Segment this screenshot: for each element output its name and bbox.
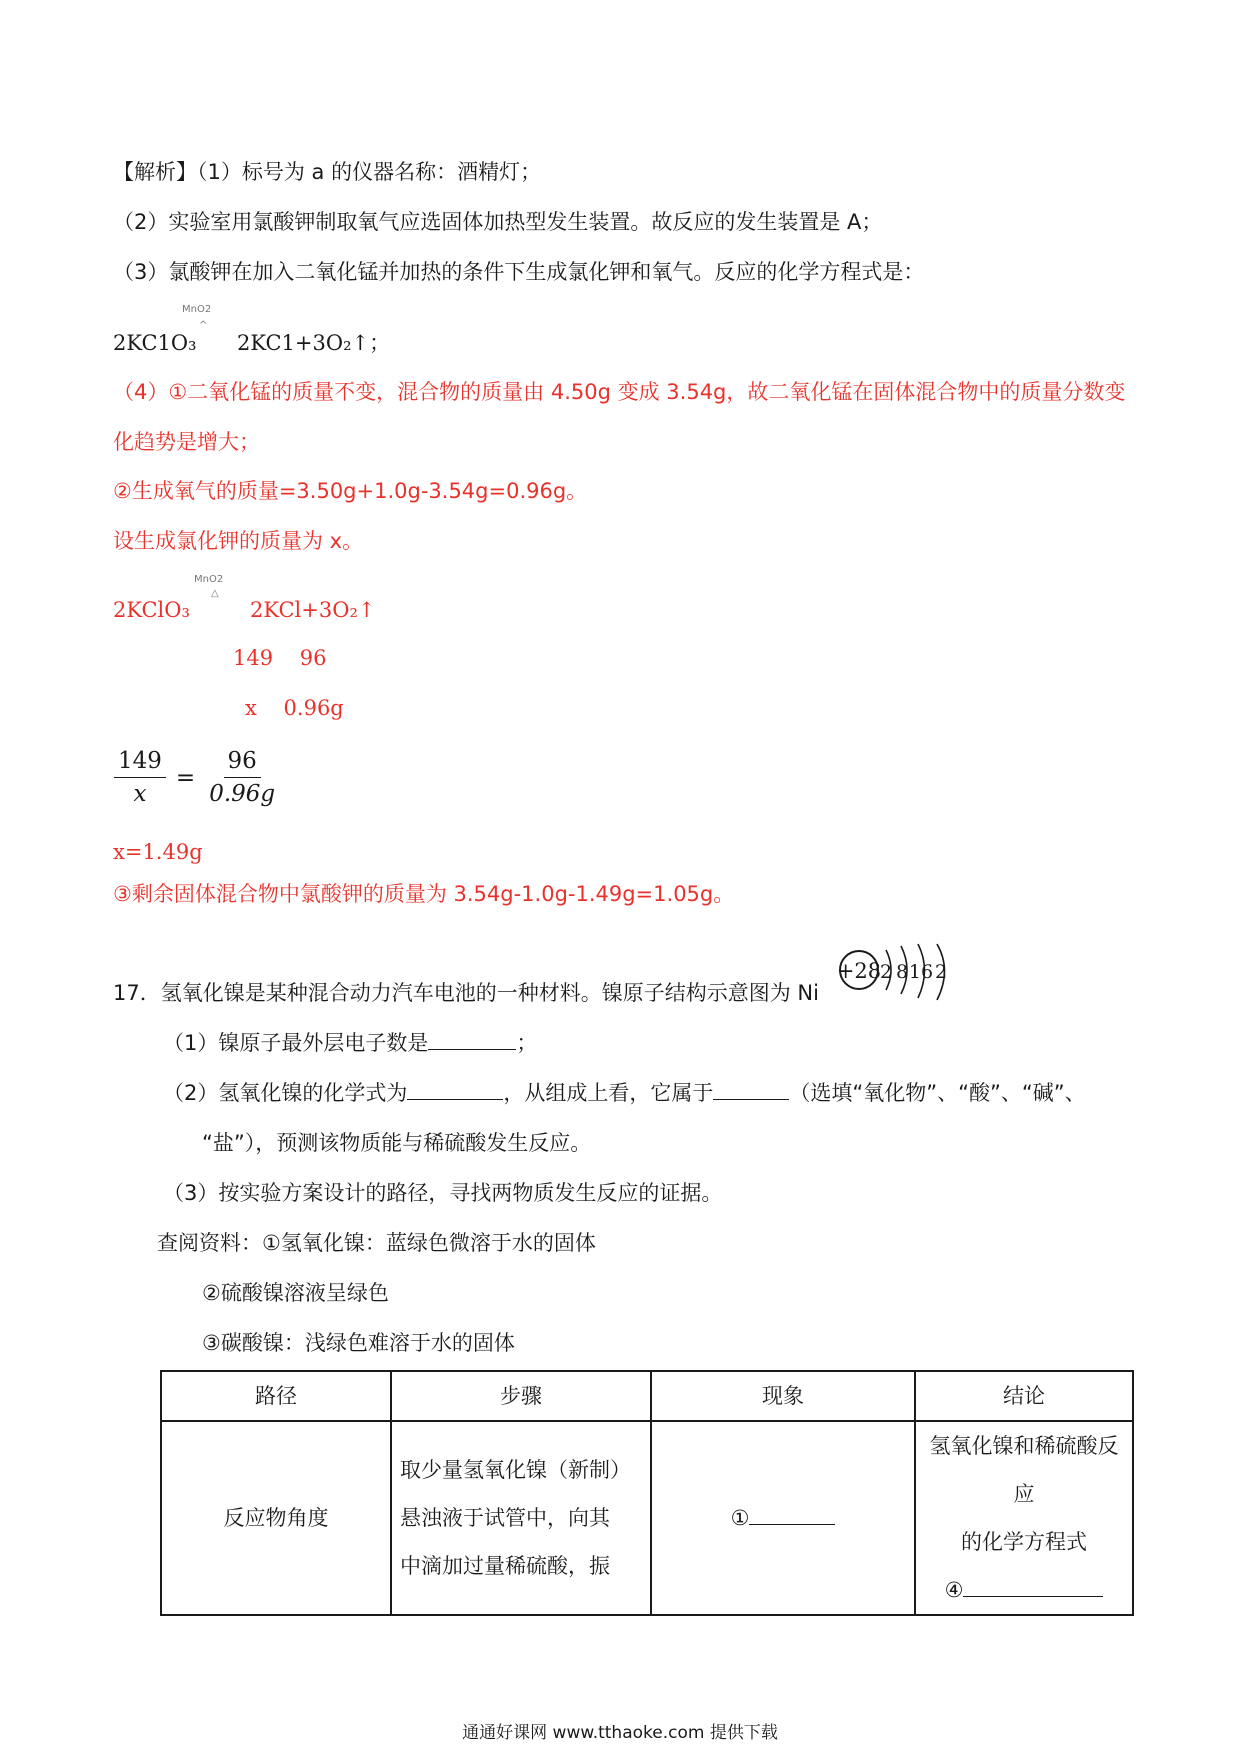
- part-1-end: ；: [516, 1031, 538, 1055]
- equation-2-catalyst: MnO2: [194, 574, 224, 585]
- answer-blank-equation[interactable]: [963, 1576, 1103, 1597]
- header-conclusion: 结论: [915, 1371, 1133, 1421]
- assumption-line: 设生成氯化钾的质量为 x。: [113, 529, 364, 553]
- answer-blank-category[interactable]: [713, 1079, 789, 1100]
- cell-phenomenon: [651, 1421, 915, 1615]
- fraction-right: [205, 745, 279, 810]
- reference-line-2: ②硫酸镍溶液呈绿色: [202, 1281, 389, 1305]
- proportion-equation: [114, 745, 279, 810]
- solution-x-line: x=1.49g: [113, 840, 203, 864]
- equation-2-heat-mark: △: [211, 588, 219, 599]
- step-line-3: 中滴加过量稀硫酸，振: [400, 1554, 610, 1578]
- part-1-text: （1）镍原子最外层电子数是: [163, 1031, 429, 1055]
- fraction-left-numerator: 149: [114, 745, 166, 778]
- fraction-right-denominator: 0.96g: [209, 781, 276, 807]
- question-17-stem: 17．氢氧化镍是某种混合动力汽车电池的一种材料。镍原子结构示意图为 Ni: [113, 981, 819, 1005]
- fraction-left-denominator: x: [133, 781, 147, 807]
- nickel-atom-diagram: [834, 938, 964, 1008]
- question-17-part-2: [163, 1079, 1086, 1107]
- analysis-part4-line-a: （4）①二氧化锰的质量不变，混合物的质量由 4.50g 变成 3.54g，故二氧化锰在固体混合物中的质量分数变: [113, 380, 1126, 404]
- answer-blank-outer-electrons[interactable]: [428, 1029, 516, 1050]
- analysis-line-1: 【解析】（1）标号为 a 的仪器名称：酒精灯；: [113, 160, 542, 184]
- fraction-left: [114, 745, 166, 810]
- phenomenon-marker: ①: [730, 1506, 750, 1530]
- step-line-2: 悬浊液于试管中，向其: [400, 1506, 610, 1530]
- equation-2-reactant: 2KClO₃: [113, 598, 190, 622]
- cell-steps: [391, 1421, 651, 1615]
- question-17-part-3: （3）按实验方案设计的路径，寻找两物质发生反应的证据。: [163, 1181, 723, 1205]
- analysis-part4-line-b: 化趋势是增大；: [113, 430, 260, 454]
- analysis-line-3: （3）氯酸钾在加入二氧化锰并加热的条件下生成氯化钾和氧气。反应的化学方程式是：: [113, 260, 925, 284]
- equation-1-products: 2KC1+3O₂↑；: [237, 331, 391, 355]
- unknowns-line: x 0.96g: [245, 696, 344, 720]
- equation-2-products: 2KCl+3O₂↑: [250, 598, 376, 622]
- conclusion-line-3: [924, 1566, 1124, 1614]
- table-header-row: [161, 1371, 1133, 1421]
- fraction-right-numerator: 96: [224, 745, 261, 778]
- oxygen-mass-line: ②生成氧气的质量=3.50g+1.0g-3.54g=0.96g。: [113, 479, 588, 503]
- conclusion-line-2: 的化学方程式: [961, 1530, 1087, 1554]
- shell-electrons-3: 16: [908, 961, 934, 983]
- conclusion-line-1: 氢氧化镍和稀硫酸反应: [929, 1434, 1119, 1506]
- molar-masses-line: 149 96: [233, 646, 327, 670]
- remaining-mass-line: ③剩余固体混合物中氯酸钾的质量为 3.54g-1.0g-1.49g=1.05g。: [113, 882, 735, 906]
- question-17-part-1: [163, 1029, 537, 1057]
- answer-blank-phenomenon[interactable]: [749, 1504, 835, 1525]
- question-17-part-2b: “盐”），预测该物质能与稀硫酸发生反应。: [202, 1131, 592, 1155]
- analysis-line-2: （2）实验室用氯酸钾制取氧气应选固体加热型发生装置。故反应的发生装置是 A；: [113, 210, 883, 234]
- header-steps: 步骤: [391, 1371, 651, 1421]
- step-line-1: 取少量氢氧化镍（新制）: [400, 1458, 631, 1482]
- cell-conclusion: [915, 1421, 1133, 1615]
- equation-1-catalyst: MnO2: [182, 304, 212, 315]
- shell-electrons-2: 8: [895, 961, 909, 983]
- page-footer: 通通好课网 www.tthaoke.com 提供下载: [462, 1723, 778, 1743]
- answer-blank-formula[interactable]: [407, 1079, 503, 1100]
- nucleus-charge: +28: [836, 959, 882, 983]
- equals-sign: =: [175, 764, 196, 791]
- reference-line-1: 查阅资料：①氢氧化镍：蓝绿色微溶于水的固体: [157, 1231, 596, 1255]
- equation-1-reactant: 2KC1O₃: [113, 331, 197, 355]
- shell-electrons-4: 2: [934, 961, 948, 983]
- part-2-end: （选填“氧化物”、“酸”、“碱”、: [789, 1081, 1086, 1105]
- equation-1-heat-mark: ^: [199, 320, 208, 331]
- part-2-text: （2）氢氧化镍的化学式为: [163, 1081, 408, 1105]
- reference-line-3: ③碳酸镍：浅绿色难溶于水的固体: [202, 1331, 515, 1355]
- shell-electrons-1: 2: [879, 961, 893, 983]
- conclusion-marker: ④: [944, 1578, 964, 1602]
- cell-path: 反应物角度: [161, 1421, 391, 1615]
- experiment-table: [160, 1370, 1134, 1616]
- header-path: 路径: [161, 1371, 391, 1421]
- part-2-mid: ，从组成上看，它属于: [503, 1081, 714, 1105]
- table-row: [161, 1421, 1133, 1615]
- header-phenomenon: 现象: [651, 1371, 915, 1421]
